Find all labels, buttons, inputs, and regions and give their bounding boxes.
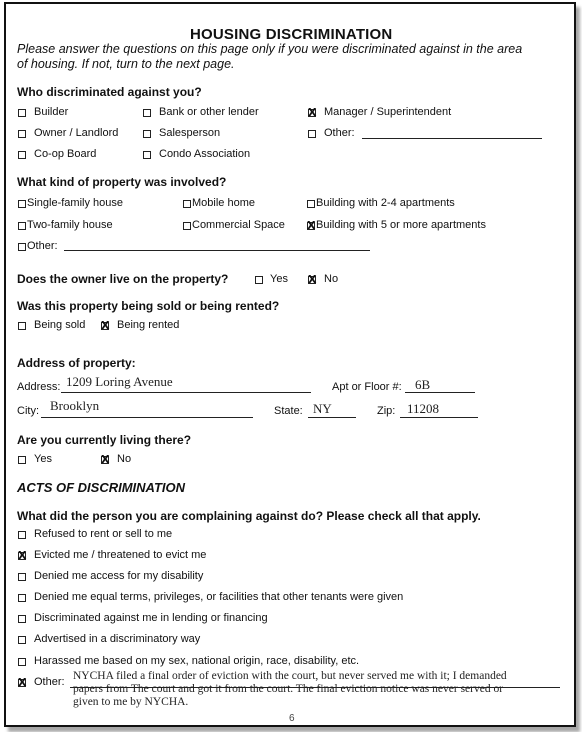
refused-rent-checkbox[interactable] [18, 531, 26, 539]
owner-live-no-label: No [324, 273, 339, 285]
living-yes-checkbox[interactable] [18, 456, 26, 464]
sold-rented-question: Was this property being sold or being rented? [17, 299, 280, 313]
bank-lender-label: Bank or other lender [159, 106, 259, 118]
living-question: Are you currently living there? [17, 433, 192, 447]
coop-board-checkbox[interactable] [18, 151, 26, 159]
form-title: HOUSING DISCRIMINATION [190, 26, 393, 43]
single-family-label: Single-family house [27, 197, 123, 209]
acts-other-text-3: given to me by NYCHA. [73, 696, 189, 708]
advertised-checkbox[interactable] [18, 636, 26, 644]
owner-live-no-checkbox[interactable] [308, 276, 316, 284]
two-family-checkbox[interactable] [18, 222, 26, 230]
apt-value: 6B [415, 377, 431, 392]
commercial-space-label: Commercial Space [192, 219, 285, 231]
acts-other-checkbox[interactable] [18, 679, 26, 687]
mobile-home-checkbox[interactable] [183, 200, 191, 208]
zip-label: Zip: [377, 405, 396, 417]
denied-access-checkbox[interactable] [18, 573, 26, 581]
city-value: Brooklyn [50, 398, 100, 413]
living-yes-label: Yes [34, 453, 52, 465]
bank-lender-checkbox[interactable] [143, 109, 151, 117]
property-type-question: What kind of property was involved? [17, 175, 227, 189]
manager-superintendent-checkbox[interactable] [308, 109, 316, 117]
form-page [4, 2, 576, 727]
page-number: 6 [289, 713, 295, 724]
salesperson-label: Salesperson [159, 127, 221, 139]
state-value: NY [313, 401, 332, 416]
acts-heading: ACTS OF DISCRIMINATION [17, 480, 186, 495]
advertised-label: Advertised in a discriminatory way [34, 633, 201, 645]
living-no-checkbox[interactable] [101, 456, 109, 464]
coop-board-label: Co-op Board [34, 148, 97, 160]
city-field[interactable] [41, 417, 253, 418]
state-label: State: [274, 405, 303, 417]
living-no-label: No [117, 453, 132, 465]
acts-other-text-1: NYCHA filed a final order of eviction with the court, but never served me with it; I demanded [73, 670, 507, 682]
who-other-checkbox[interactable] [308, 130, 316, 138]
two-family-label: Two-family house [27, 219, 113, 231]
building-2-4-checkbox[interactable] [307, 200, 315, 208]
mobile-home-label: Mobile home [192, 197, 255, 209]
owner-live-yes-label: Yes [270, 273, 288, 285]
harassed-label: Harassed me based on my sex, national origin, race, disability, etc. [34, 655, 360, 667]
condo-association-label: Condo Association [159, 148, 251, 160]
property-other-label: Other: [27, 240, 58, 252]
building-2-4-label: Building with 2-4 apartments [316, 197, 455, 209]
apt-label: Apt or Floor #: [332, 381, 402, 393]
who-other-label: Other: [324, 127, 355, 139]
who-question: Who discriminated against you? [17, 85, 202, 99]
address-heading: Address of property: [17, 356, 136, 370]
commercial-space-checkbox[interactable] [183, 222, 191, 230]
address-label: Address: [17, 381, 61, 393]
intro-line-2: of housing. If not, turn to the next page. [17, 57, 235, 71]
denied-equal-terms-checkbox[interactable] [18, 594, 26, 602]
building-5-plus-checkbox[interactable] [307, 222, 315, 230]
lending-financing-checkbox[interactable] [18, 615, 26, 623]
refused-rent-label: Refused to rent or sell to me [34, 528, 173, 540]
being-sold-checkbox[interactable] [18, 322, 26, 330]
being-sold-label: Being sold [34, 319, 86, 331]
building-5-plus-label: Building with 5 or more apartments [316, 219, 486, 231]
evicted-label: Evicted me / threatened to evict me [34, 549, 207, 561]
denied-access-label: Denied me access for my disability [34, 570, 204, 582]
salesperson-checkbox[interactable] [143, 130, 151, 138]
acts-other-text-2: papers from The court and got it from the court. The final eviction notice was never served or [73, 683, 504, 695]
property-other-field[interactable] [64, 250, 370, 251]
state-field[interactable] [308, 417, 356, 418]
owner-landlord-label: Owner / Landlord [34, 127, 119, 139]
address-field[interactable] [61, 392, 311, 393]
city-label: City: [17, 405, 39, 417]
who-other-field[interactable] [362, 138, 542, 139]
being-rented-checkbox[interactable] [101, 322, 109, 330]
being-rented-label: Being rented [117, 319, 180, 331]
harassed-checkbox[interactable] [18, 658, 26, 666]
intro-line-1: Please answer the questions on this page only if you were discriminated against in the area [17, 42, 523, 56]
single-family-checkbox[interactable] [18, 200, 26, 208]
builder-checkbox[interactable] [18, 109, 26, 117]
owner-live-yes-checkbox[interactable] [255, 276, 263, 284]
evicted-checkbox[interactable] [18, 552, 26, 560]
address-value: 1209 Loring Avenue [66, 374, 173, 389]
lending-financing-label: Discriminated against me in lending or financing [34, 612, 268, 624]
manager-superintendent-label: Manager / Superintendent [324, 106, 452, 118]
owner-landlord-checkbox[interactable] [18, 130, 26, 138]
condo-association-checkbox[interactable] [143, 151, 151, 159]
acts-question: What did the person you are complaining against do? Please check all that apply. [17, 509, 481, 523]
property-other-checkbox[interactable] [18, 243, 26, 251]
acts-other-label: Other: [34, 676, 65, 688]
zip-field[interactable] [400, 417, 478, 418]
denied-equal-terms-label: Denied me equal terms, privileges, or facilities that other tenants were given [34, 591, 404, 603]
owner-live-question: Does the owner live on the property? [17, 272, 229, 286]
zip-value: 11208 [407, 401, 440, 416]
builder-label: Builder [34, 106, 69, 118]
